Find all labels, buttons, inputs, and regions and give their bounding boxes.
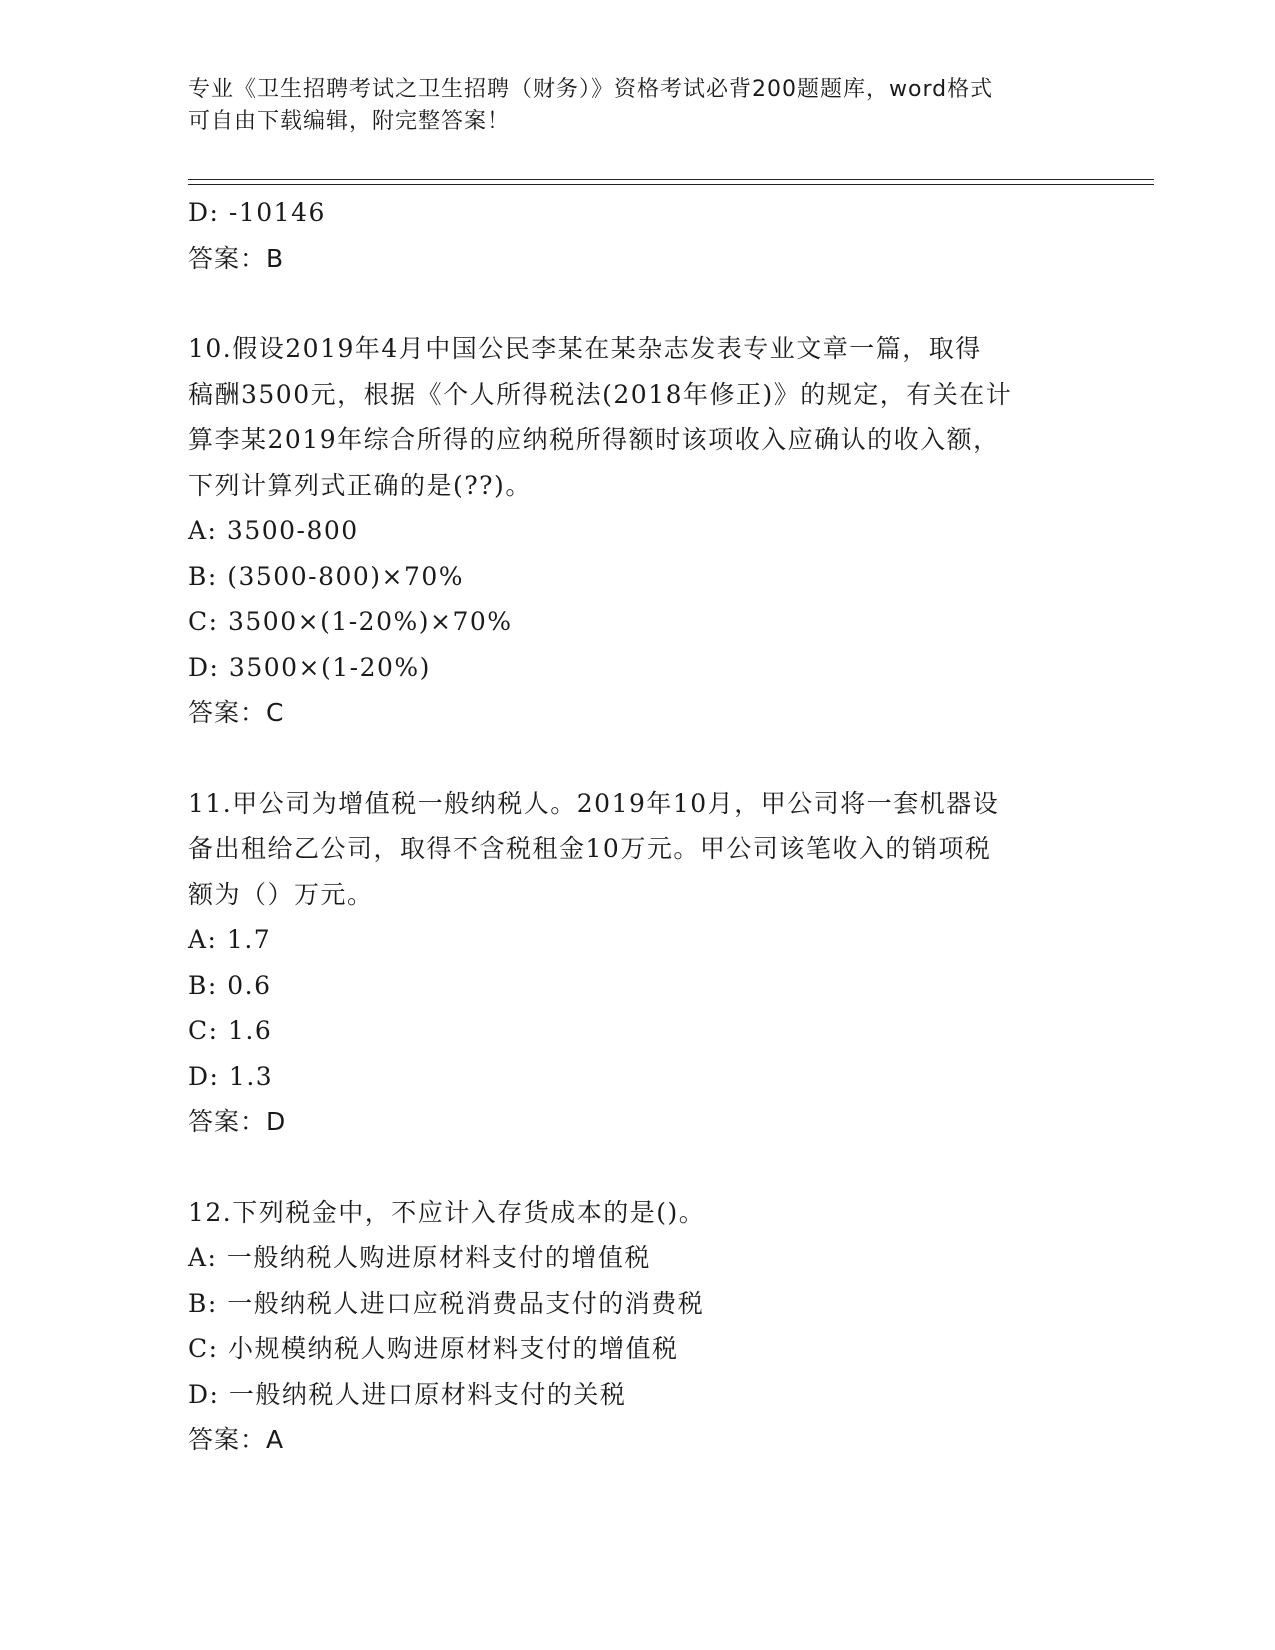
option-a: A: 一般纳税人购进原材料支付的增值税: [188, 1243, 651, 1272]
option-c: C: 1.6: [188, 1016, 273, 1045]
option-d: D: 一般纳税人进口原材料支付的关税: [188, 1379, 627, 1409]
document-body: [188, 190, 1078, 1463]
option-b: B: 0.6: [188, 970, 272, 1000]
question-text-line: 下列计算列式正确的是(??)。: [188, 470, 532, 500]
question-text-line: 备出租给乙公司，取得不含税租金10万元。甲公司该笔收入的销项税: [188, 834, 992, 863]
question-10: [188, 326, 1078, 736]
option-c: C: 小规模纳税人购进原材料支付的增值税: [188, 1334, 679, 1363]
option-d: D: 3500×(1-20%): [188, 652, 431, 682]
answer-line: 答案：B: [188, 243, 285, 273]
header-line-1: 专业《卫生招聘考试之卫生招聘（财务）》资格考试必背200题题库，word格式: [188, 77, 994, 102]
question-11: [188, 781, 1078, 1145]
question-text-line: 稿酬3500元，根据《个人所得税法(2018年修正)》的规定，有关在计: [188, 379, 1013, 409]
option-d: D: -10146: [188, 198, 326, 227]
question-text-line: 算李某2019年综合所得的应纳税所得额时该项收入应确认的收入额，: [188, 425, 1000, 454]
question-text-line: 12.下列税金中，不应计入存货成本的是()。: [188, 1197, 706, 1227]
option-c: C: 3500×(1-20%)×70%: [188, 607, 513, 636]
answer-line: 答案：D: [188, 1107, 287, 1136]
option-a: A: 3500-800: [188, 516, 359, 545]
option-b: B: 一般纳税人进口应税消费品支付的消费税: [188, 1288, 705, 1318]
header-divider-bottom: [188, 184, 1154, 185]
option-b: B: (3500-800)×70%: [188, 561, 465, 591]
spacer: [188, 1145, 1078, 1190]
option-d: D: 1.3: [188, 1061, 274, 1091]
question-text-line: 10.假设2019年4月中国公民李某在某杂志发表专业文章一篇，取得: [188, 334, 982, 363]
header-line-2: 可自由下载编辑，附完整答案！: [188, 109, 511, 134]
question-text-line: 额为（）万元。: [188, 879, 374, 909]
spacer: [188, 736, 1078, 781]
answer-line: 答案：C: [188, 698, 285, 727]
question-12: [188, 1190, 1078, 1463]
answer-line: 答案：A: [188, 1425, 285, 1454]
option-a: A: 1.7: [188, 925, 272, 954]
header-divider-top: [188, 179, 1154, 180]
document-header: [188, 74, 1068, 138]
question-text-line: 11.甲公司为增值税一般纳税人。2019年10月，甲公司将一套机器设: [188, 788, 1000, 818]
spacer: [188, 281, 1078, 326]
